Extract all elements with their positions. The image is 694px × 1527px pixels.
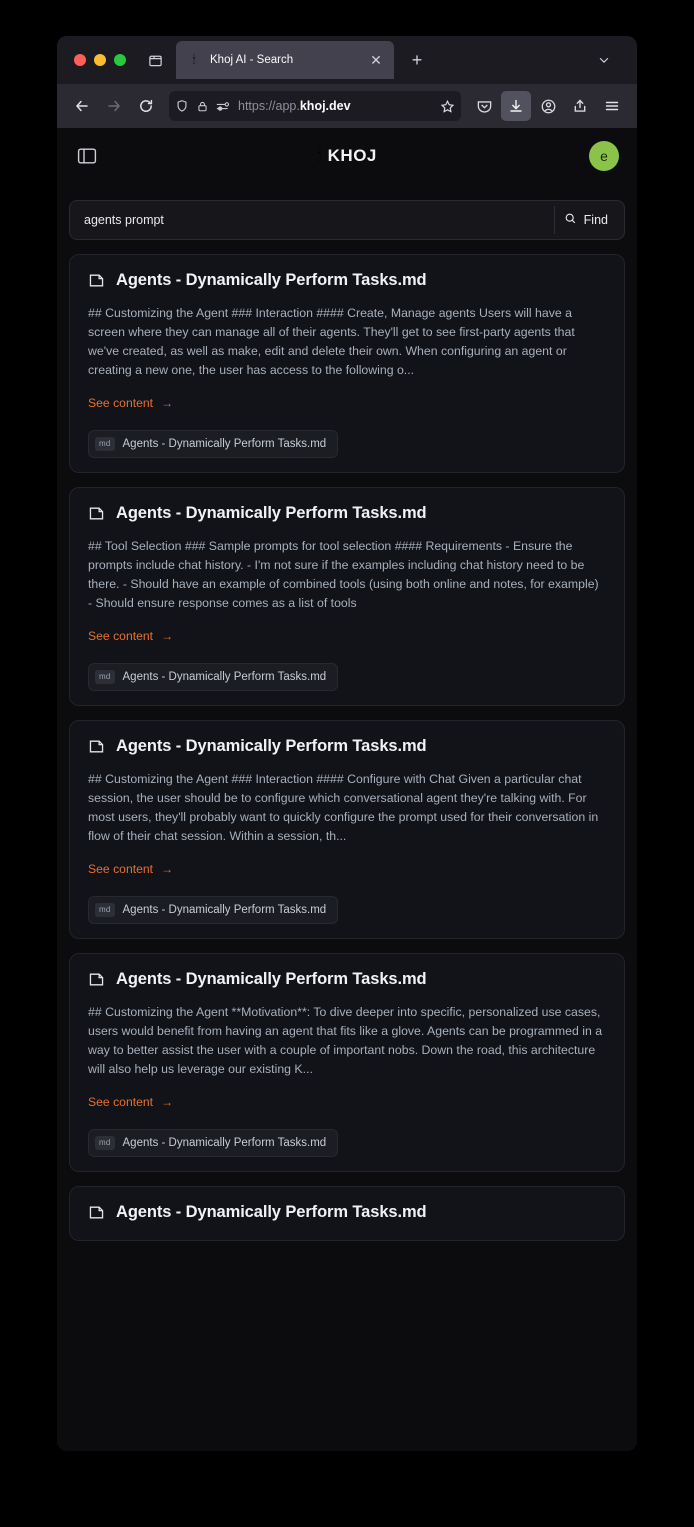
- pocket-icon[interactable]: [469, 91, 499, 121]
- result-title: Agents - Dynamically Perform Tasks.md: [116, 271, 427, 289]
- url-text[interactable]: [238, 99, 433, 113]
- arrow-right-icon: →: [161, 629, 174, 643]
- card-header: [88, 970, 606, 989]
- app-header: [57, 128, 637, 184]
- see-content-link[interactable]: [88, 396, 173, 410]
- markdown-file-icon: [88, 738, 105, 755]
- source-chip-row: [88, 663, 606, 691]
- markdown-file-icon: [88, 1204, 105, 1221]
- search-icon: [564, 212, 577, 228]
- markdown-file-icon: [88, 971, 105, 988]
- file-type-badge: md: [95, 670, 115, 684]
- see-content-label: See content: [88, 1095, 154, 1109]
- bookmark-star-icon[interactable]: [440, 99, 455, 114]
- result-title: Agents - Dynamically Perform Tasks.md: [116, 970, 427, 988]
- navigation-toolbar: [57, 84, 637, 128]
- sidebar-toggle-icon[interactable]: [75, 145, 99, 167]
- lock-icon[interactable]: [196, 100, 209, 113]
- markdown-file-icon: [88, 505, 105, 522]
- markdown-file-icon: [88, 272, 105, 289]
- file-type-badge: md: [95, 903, 115, 917]
- back-button[interactable]: [67, 91, 97, 121]
- share-icon[interactable]: [565, 91, 595, 121]
- url-prefix: https://app.: [238, 99, 300, 113]
- url-bar[interactable]: [169, 91, 461, 121]
- close-icon[interactable]: ✕: [370, 51, 382, 68]
- search-input[interactable]: [84, 213, 554, 227]
- window-controls[interactable]: [65, 54, 134, 66]
- search-result-card[interactable]: [69, 1186, 625, 1241]
- arrow-right-icon: →: [161, 1095, 174, 1109]
- search-result-card[interactable]: [69, 487, 625, 706]
- card-header: [88, 1203, 606, 1222]
- see-content-label: See content: [88, 862, 154, 876]
- khoj-lamp-icon: 🕯: [317, 147, 322, 164]
- card-header: [88, 737, 606, 756]
- find-label: Find: [583, 213, 608, 227]
- result-snippet: ## Customizing the Agent **Motivation**: To dive deeper into specific, personalized use cases, users would benefit from having an agent that fits like a glove. Agents can be programmed in a way to better assist the user with a couple of important nobs. Down the road, this architecture will also help us leverage our existing K...: [88, 1005, 603, 1076]
- search-results-list: [57, 254, 637, 1451]
- result-snippet: ## Customizing the Agent ### Interaction #### Create, Manage agents Users will have a screen where they can manage all of their agents. They'll get to see first-party agents that we've created, as well as make, edit and delete their own. When configuring an agent or creating a new one, the user has access to the following o...: [88, 306, 575, 377]
- result-snippet: ## Customizing the Agent ### Interaction #### Configure with Chat Given a particular chat session, the user should be to configure which conversational agent they're talking with. For most users, they'll probably want to quickly configure the prompt used for their conversation in flow of their chat session. Within a session, th...: [88, 772, 599, 843]
- search-result-card[interactable]: [69, 254, 625, 473]
- new-tab-button[interactable]: +: [411, 49, 423, 70]
- card-header: [88, 504, 606, 523]
- source-file-name: Agents - Dynamically Perform Tasks.md: [122, 438, 327, 450]
- account-icon[interactable]: [533, 91, 563, 121]
- hamburger-menu-icon[interactable]: [597, 91, 627, 121]
- brand: [57, 146, 637, 166]
- permissions-icon[interactable]: [216, 100, 231, 113]
- result-title: Agents - Dynamically Perform Tasks.md: [116, 737, 427, 755]
- source-chip-row: [88, 896, 606, 924]
- card-header: [88, 271, 606, 290]
- arrow-right-icon: →: [161, 862, 174, 876]
- url-domain: khoj.dev: [299, 99, 351, 113]
- source-chip-row: [88, 430, 606, 458]
- file-type-badge: md: [95, 1136, 115, 1150]
- source-file-name: Agents - Dynamically Perform Tasks.md: [122, 904, 327, 916]
- reload-button[interactable]: [131, 91, 161, 121]
- chevron-down-icon[interactable]: [589, 45, 619, 75]
- see-content-label: See content: [88, 396, 154, 410]
- browser-window: [57, 36, 637, 1451]
- result-title: Agents - Dynamically Perform Tasks.md: [116, 504, 427, 522]
- avatar[interactable]: e: [589, 141, 619, 171]
- shield-icon[interactable]: [175, 99, 189, 113]
- see-content-link[interactable]: [88, 862, 173, 876]
- forward-button[interactable]: [99, 91, 129, 121]
- result-snippet: ## Tool Selection ### Sample prompts for tool selection #### Requirements - Ensure the prompts include chat history. - I'm not sure if the examples including chat history need to be there. - Should have an example of combined tools (using both online and notes, for example) - Should ensure response comes as a list of tools: [88, 539, 599, 610]
- result-title: Agents - Dynamically Perform Tasks.md: [116, 1203, 427, 1221]
- brand-name: KHOJ: [327, 146, 377, 165]
- tab-container-icon[interactable]: [140, 45, 170, 75]
- source-chip[interactable]: [88, 430, 338, 458]
- search-result-card[interactable]: [69, 953, 625, 1172]
- source-chip[interactable]: [88, 1129, 338, 1157]
- see-content-link[interactable]: [88, 629, 173, 643]
- source-chip[interactable]: [88, 896, 338, 924]
- maximize-window-button[interactable]: [114, 54, 126, 66]
- close-window-button[interactable]: [74, 54, 86, 66]
- page-content: [57, 128, 637, 1451]
- browser-tab[interactable]: [176, 41, 394, 79]
- see-content-link[interactable]: [88, 1095, 173, 1109]
- source-chip[interactable]: [88, 663, 338, 691]
- khoj-flame-icon: 🕯: [192, 53, 196, 66]
- source-file-name: Agents - Dynamically Perform Tasks.md: [122, 1137, 327, 1149]
- tab-strip: [57, 36, 637, 84]
- search-bar[interactable]: [69, 200, 625, 240]
- file-type-badge: md: [95, 437, 115, 451]
- source-chip-row: [88, 1129, 606, 1157]
- search-result-card[interactable]: [69, 720, 625, 939]
- find-button[interactable]: [554, 206, 618, 234]
- see-content-label: See content: [88, 629, 154, 643]
- minimize-window-button[interactable]: [94, 54, 106, 66]
- source-file-name: Agents - Dynamically Perform Tasks.md: [122, 671, 327, 683]
- arrow-right-icon: →: [161, 396, 174, 410]
- downloads-icon[interactable]: [501, 91, 531, 121]
- tab-title: Khoj AI - Search: [210, 54, 294, 66]
